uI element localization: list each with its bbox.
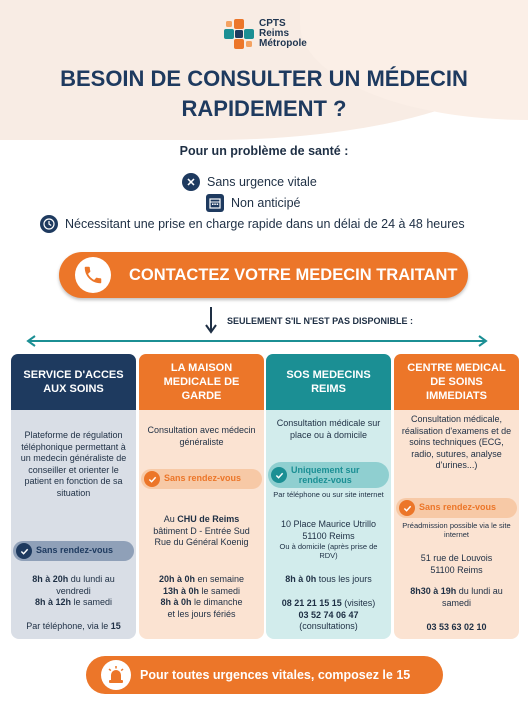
- card-sos-medecins: [266, 354, 391, 639]
- appointment-only-badge: [268, 462, 389, 488]
- card-title-line: GARDE: [181, 390, 222, 402]
- card-acces-soins: [11, 354, 136, 639]
- card-description: Consultation avec médecin généraliste: [147, 425, 256, 447]
- hours-text: du lundi au vendredi: [56, 574, 115, 596]
- page-title: [0, 64, 528, 124]
- card-title-line: IMMEDIATS: [426, 390, 487, 402]
- check-icon: [271, 467, 287, 483]
- fallback-label: SEULEMENT S'IL N'EST PAS DISPONIBLE :: [227, 316, 413, 326]
- card-header: [11, 354, 136, 410]
- card-description: Consultation médicale, réalisation d'examens et de soins techniques (ECG, radio, sutures, analyse d'urines...): [401, 414, 512, 470]
- card-description: Plateforme de régulation téléphonique permettant à un medecin généraliste de conseiller et orienter le patient en fonction de sa situation: [20, 430, 127, 498]
- clock-icon: [40, 215, 58, 233]
- card-title-line: AUX SOINS: [43, 383, 104, 395]
- calendar-icon: [206, 194, 224, 212]
- card-title-line: MEDICALE DE: [163, 376, 240, 388]
- card-title-line: SOS MEDECINS: [286, 369, 371, 381]
- check-icon: [144, 471, 160, 487]
- phone-number: 03 52 74 06 47: [298, 609, 359, 620]
- hours-value: 8h à 0h: [285, 574, 317, 584]
- card-maison-medicale: [139, 354, 264, 639]
- conditions-heading: Pour un problème de santé :: [179, 144, 349, 158]
- logo-line: Reims: [259, 28, 290, 39]
- no-appointment-badge: [13, 541, 134, 561]
- check-icon: [399, 500, 415, 516]
- logo-line: CPTS: [259, 18, 286, 29]
- card-description: Consultation médicale sur place ou à domicile: [276, 418, 381, 440]
- card-centre-soins-immediats: [394, 354, 519, 639]
- address-text: 51 rue de Louvois: [420, 553, 493, 563]
- card-header: [394, 354, 519, 410]
- address-text: 51100 Reims: [302, 530, 355, 541]
- card-hours: [145, 574, 258, 620]
- badge-label-line: Uniquement sur: [291, 464, 360, 475]
- logo-line: Métropole: [259, 38, 307, 49]
- siren-icon: [101, 660, 131, 690]
- hours-text: tous les jours: [316, 574, 372, 584]
- card-title-line: CENTRE MEDICAL: [407, 362, 506, 374]
- hours-value: 8h30 à 19h: [410, 586, 457, 596]
- condition-fast-care: [40, 215, 465, 233]
- card-header: [139, 354, 264, 410]
- card-title-line: REIMS: [311, 383, 346, 395]
- card-address: [272, 519, 385, 542]
- card-hours: [17, 574, 130, 609]
- badge-note: Par téléphone ou sur site internet: [273, 490, 384, 499]
- card-header: [266, 354, 391, 410]
- address-text: Au: [163, 514, 178, 524]
- condition-no-emergency: [182, 173, 317, 191]
- emergency-label: Pour toutes urgences vitales, composez le 15: [140, 668, 411, 682]
- card-title-line: LA MAISON: [170, 362, 233, 374]
- condition-unplanned: [206, 194, 301, 212]
- hours-value: 8h à 0h: [160, 597, 192, 607]
- hours-text: le samedi: [199, 585, 241, 596]
- cpts-logo-icon: [223, 18, 255, 50]
- card-phone: [400, 622, 513, 634]
- badge-label: Sans rendez-vous: [36, 545, 114, 556]
- phone-note: (consultations): [299, 621, 358, 631]
- phone-number: 03 53 63 02 10: [426, 622, 487, 632]
- card-title-line: SERVICE D'ACCES: [23, 369, 124, 381]
- emergency-banner: [86, 656, 443, 694]
- close-icon: ✕: [182, 173, 200, 191]
- address-note: Ou à domicile (après prise de RDV): [279, 542, 378, 560]
- badge-note: Préadmission possible via le site internet: [402, 521, 511, 539]
- cpts-logo: [223, 18, 307, 50]
- down-arrow-icon: [205, 307, 217, 335]
- title-line: BESOIN DE CONSULTER UN MÉDECIN: [60, 66, 468, 91]
- card-title-line: DE SOINS: [430, 376, 483, 388]
- address-text: bâtiment D - Entrée Sud: [153, 525, 250, 536]
- badge-label: Sans rendez-vous: [419, 502, 497, 513]
- no-appointment-badge: [141, 469, 262, 489]
- phone-number: 08 21 21 15 15: [281, 598, 342, 608]
- contact-number: 15: [110, 621, 121, 631]
- contact-doctor-banner: [59, 252, 468, 298]
- card-address: [145, 514, 258, 549]
- card-contact: [17, 621, 130, 633]
- hours-value: 13h à 0h: [162, 585, 199, 596]
- contact-text: Par téléphone, via le: [26, 621, 111, 631]
- card-hours: [400, 586, 513, 609]
- hours-value: 8h à 12h: [34, 597, 71, 607]
- hours-text: du lundi au samedi: [441, 586, 503, 608]
- address-text: 51100 Reims: [430, 564, 483, 575]
- hours-text: le dimanche: [191, 597, 243, 607]
- address-text: Rue du Général Koenig: [154, 537, 249, 547]
- no-appointment-badge: [396, 498, 517, 518]
- hours-text: en semaine: [195, 574, 245, 584]
- hours-value: 20h à 0h: [158, 574, 195, 584]
- condition-text: Sans urgence vitale: [207, 175, 317, 189]
- address-text: 10 Place Maurice Utrillo: [280, 519, 377, 529]
- check-icon: [16, 543, 32, 559]
- hours-text: le samedi: [71, 597, 113, 607]
- hours-text: et les jours fériés: [167, 608, 236, 619]
- card-address: [400, 553, 513, 576]
- address-place: CHU de Reims: [177, 514, 240, 524]
- phone-note: (visites): [341, 598, 376, 608]
- badge-label-line: rendez-vous: [298, 475, 352, 485]
- condition-text: Non anticipé: [231, 196, 301, 210]
- card-phones: [272, 598, 385, 633]
- phone-icon: [75, 257, 111, 293]
- badge-label: Sans rendez-vous: [164, 473, 242, 484]
- contact-doctor-label: CONTACTEZ VOTRE MEDECIN TRAITANT: [129, 266, 458, 284]
- condition-text: Nécessitant une prise en charge rapide dans un délai de 24 à 48 heures: [65, 217, 465, 231]
- card-hours: [272, 574, 385, 586]
- title-line: RAPIDEMENT ?: [181, 96, 347, 121]
- double-arrow-icon: [26, 335, 488, 347]
- hours-value: 8h à 20h: [32, 574, 69, 584]
- badge-label: [291, 465, 360, 486]
